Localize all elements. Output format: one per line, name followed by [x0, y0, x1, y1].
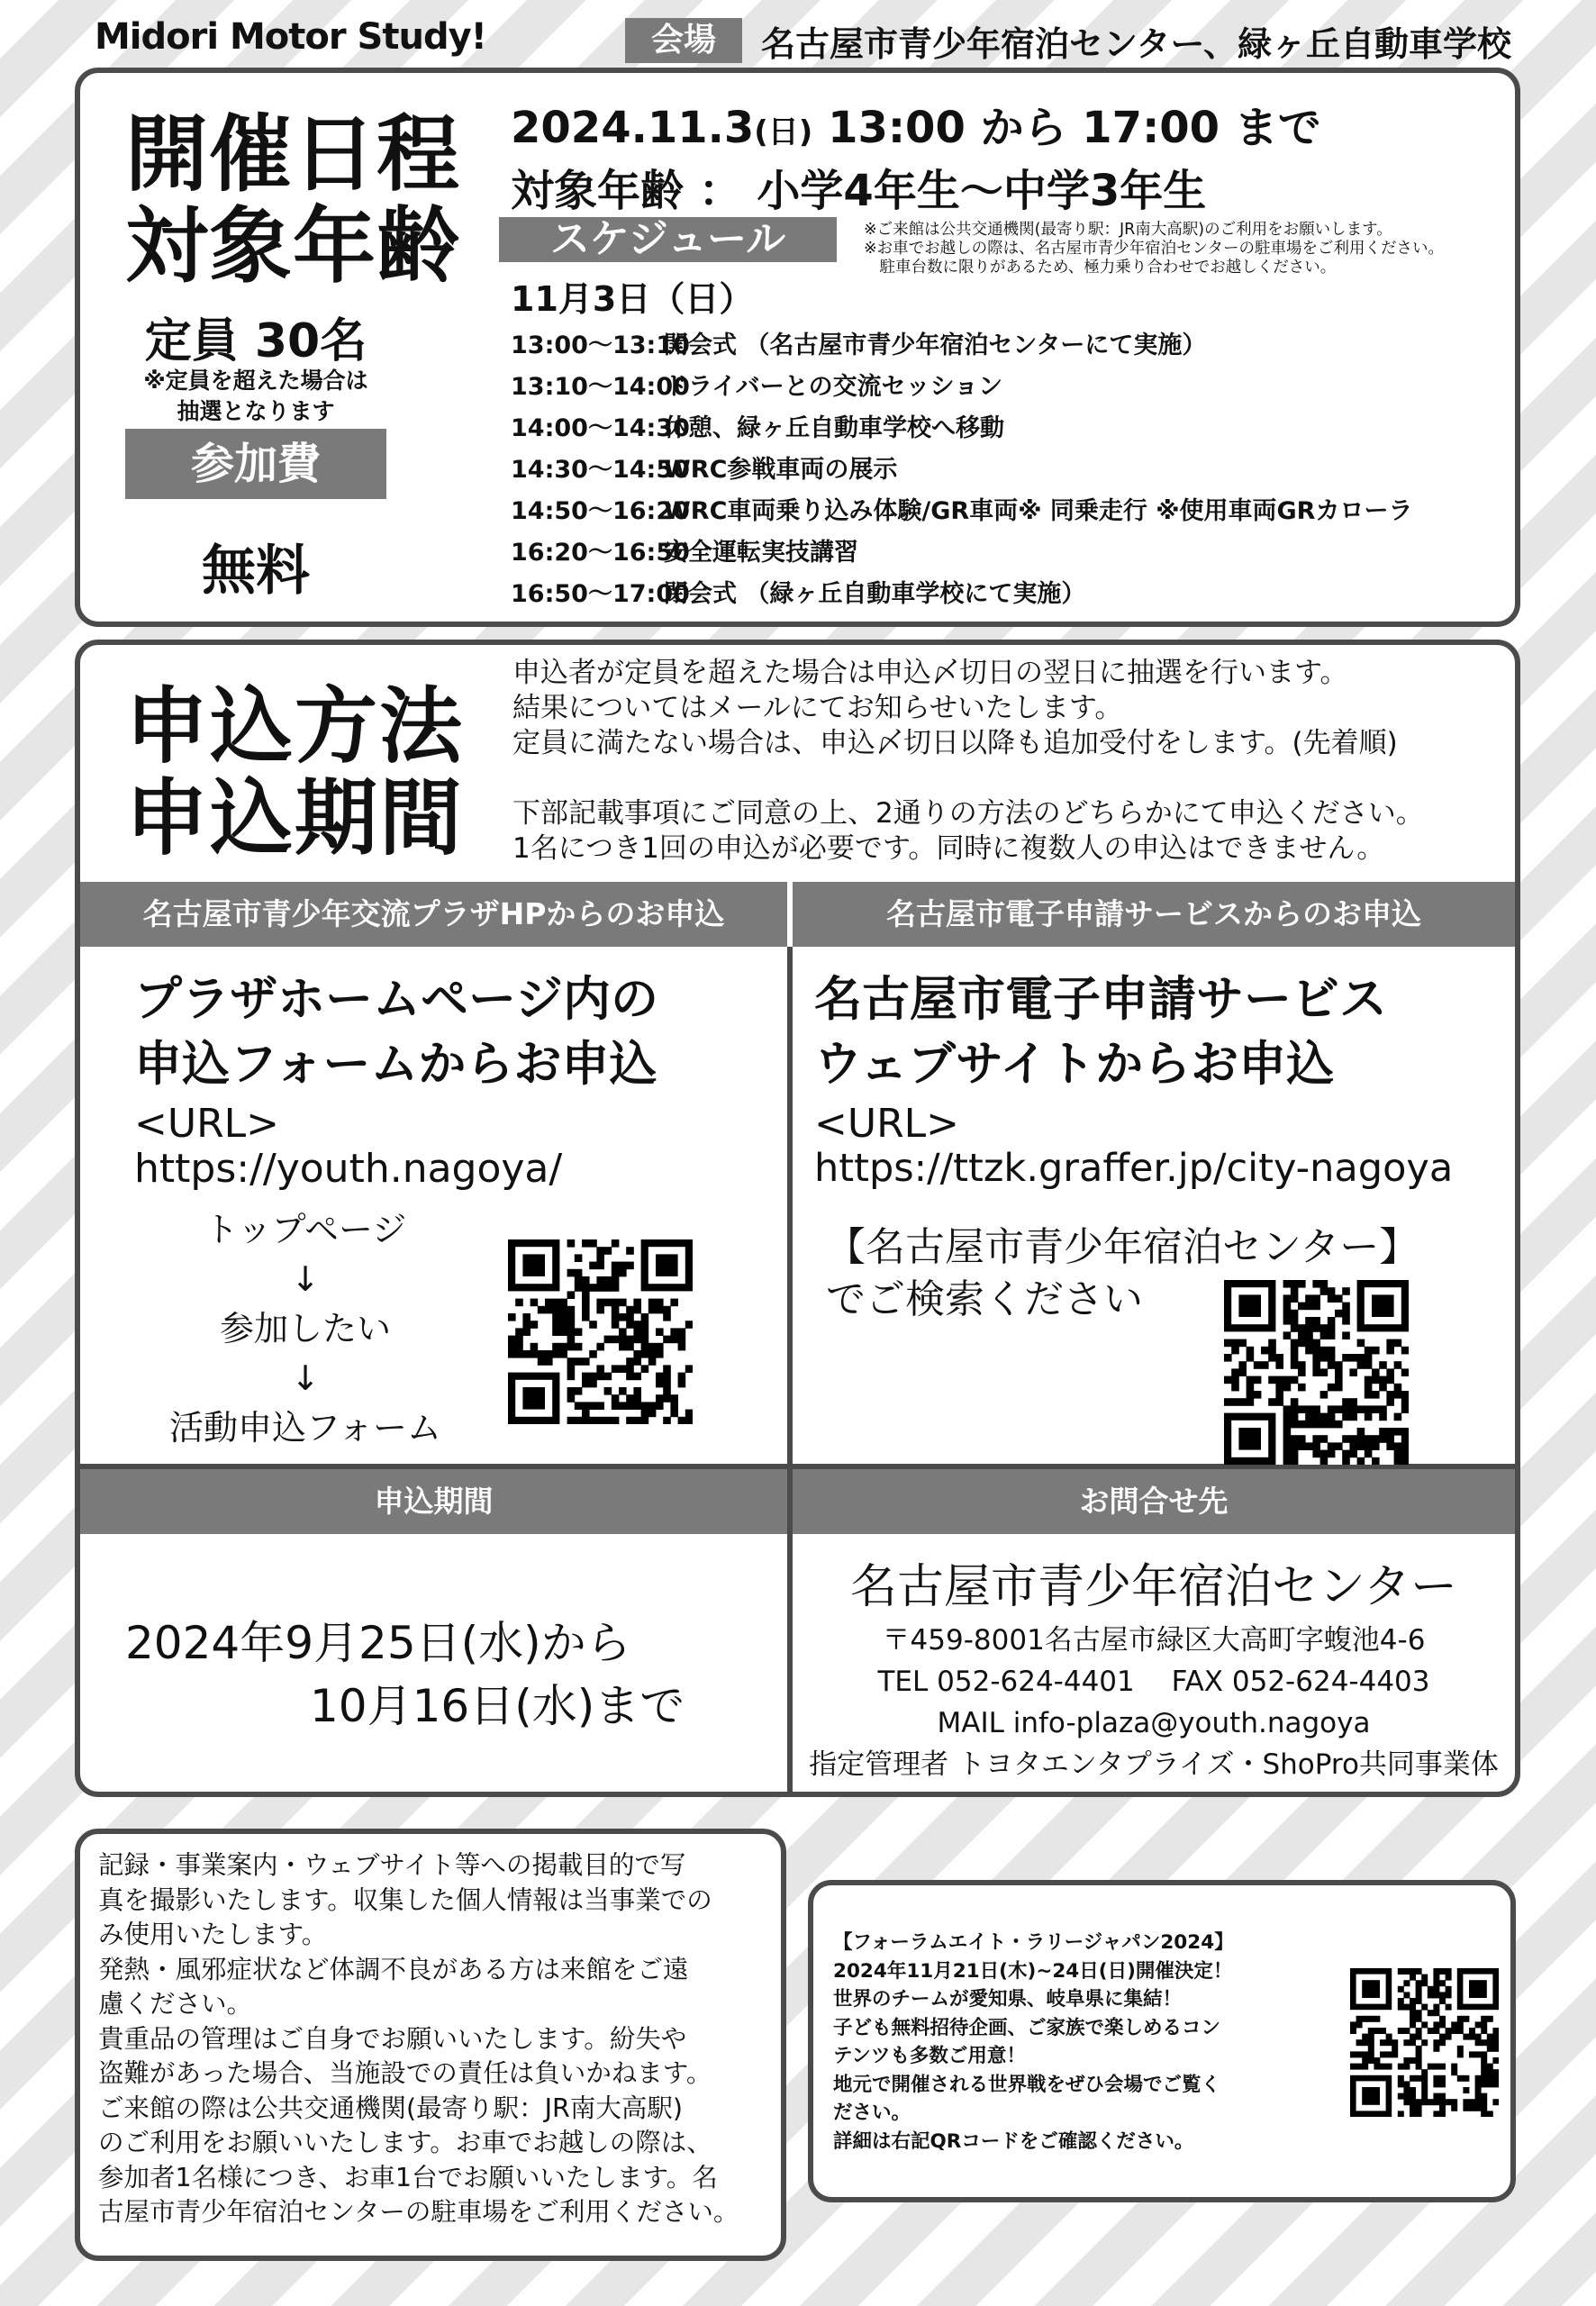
venue-label: 会場 [625, 18, 742, 63]
notice-line: 参加者1名様につき、お車1台でお願いいたします。名 [98, 2162, 718, 2193]
method-a-steps [143, 1205, 467, 1453]
notice-line: 慮ください。 [98, 1989, 253, 2019]
event-title-line: 開催日程 [125, 106, 461, 203]
schedule-desc: WRC車両乗り込み体験/GR車両※ 同乗走行 ※使用車両GRカローラ [664, 497, 1413, 525]
application-text-line: 1名につき1回の申込が必要です。同時に複数人の申込はできません。 [512, 832, 1385, 865]
contact-header: お問合せ先 [793, 1469, 1515, 1534]
notice-line: 盗難があった場合、当施設での責任は負いかねます。 [98, 2058, 712, 2088]
schedule-time: 13:00～13:10 [511, 331, 690, 359]
application-text-line: 結果についてはメールにてお知らせいたします。 [512, 692, 1123, 724]
qr-code-icon[interactable] [508, 1239, 693, 1424]
notice-line: 発熱・風邪症状など体調不良がある方は来館をご遠 [98, 1954, 689, 1984]
rally-event-line: テンツも多数ご用意！ [833, 2045, 1026, 2067]
notice-text [98, 1848, 774, 2230]
search-keyword: 【名古屋市青少年宿泊センター】 [826, 1224, 1419, 1270]
fee-value: 無料 [202, 540, 310, 603]
event-date [511, 93, 1321, 155]
schedule-time: 13:10～14:00 [511, 373, 690, 401]
schedule-desc: 安全運転実技講習 [664, 539, 858, 567]
notice-line: ご来館の際は公共交通機関(最寄り駅：JR南大高駅) [98, 2093, 683, 2123]
step-label: トップページ [204, 1210, 407, 1249]
schedule-time: 14:30～14:50 [511, 456, 690, 484]
arrow-down-icon: ↓ [291, 1358, 320, 1398]
qr-code-icon[interactable] [1224, 1280, 1409, 1465]
notice-line: 貴重品の管理はご自身でお願いいたします。紛失や [98, 2023, 687, 2054]
event-date-value: 2024.11.3 [511, 103, 755, 153]
notice-line: 真を撮影いたします。収集した個人情報は当事業での [98, 1884, 712, 1915]
contact-manager: 指定管理者 トヨタエンタプライズ・ShoPro共同事業体 [809, 1748, 1499, 1781]
event-weekday: (日) [754, 114, 813, 150]
fee-label: 参加費 [125, 429, 386, 499]
rally-event-line: 世界のチームが愛知県、岐阜県に集結！ [833, 1988, 1183, 2011]
venue-text: 名古屋市青少年宿泊センター、緑ヶ丘自動車学校 [761, 24, 1511, 64]
application-text-spacer [512, 761, 1512, 796]
notice-line: 記録・事業案内・ウェブサイト等への掲載目的で写 [98, 1850, 686, 1880]
contact-email[interactable]: MAIL info-plaza@youth.nagoya [937, 1707, 1371, 1739]
schedule-desc: 閉会式 （緑ヶ丘自動車学校にて実施） [664, 580, 1086, 608]
step-label: 活動申込フォーム [168, 1408, 442, 1448]
method-a-heading [134, 967, 765, 1097]
application-period [125, 1611, 774, 1738]
schedule-label: スケジュール [499, 217, 837, 262]
contact-address: 〒459-8001名古屋市緑区大高町字蝮池4-6 [882, 1624, 1426, 1657]
rally-event-box [808, 1880, 1516, 2202]
application-text-line: 下部記載事項にご同意の上、2通りの方法のどちらかにて申込ください。 [512, 797, 1424, 830]
application-text-line: 申込者が定員を超えた場合は申込〆切日の翌日に抽選を行います。 [512, 657, 1348, 689]
method-a-url-label: <URL> [134, 1101, 280, 1147]
application-title-line: 申込方法 [125, 678, 465, 775]
schedule-row [511, 367, 1510, 408]
capacity-note-line: 抽選となります [177, 398, 335, 424]
arrow-down-icon: ↓ [291, 1259, 320, 1299]
rally-event-line: 地元で開催される世界戦をぜひ会場でご覧く [833, 2073, 1221, 2096]
notice-box [75, 1829, 786, 2261]
application-text [512, 656, 1512, 867]
method-b-heading [814, 967, 1499, 1097]
method-a-header: 名古屋市青少年交流プラザHPからのお申込 [80, 882, 787, 947]
application-title [125, 678, 465, 867]
search-instruction: でご検索ください [826, 1276, 1143, 1322]
rally-event-line: 詳細は右記QRコードをご確認ください。 [833, 2129, 1194, 2153]
method-a-url-link[interactable]: https://youth.nagoya/ [134, 1146, 563, 1192]
contact-name: 名古屋市青少年宿泊センター [850, 1560, 1457, 1614]
capacity-note-line: ※定員を超えた場合は [143, 368, 368, 394]
capacity: 定員 30名 [144, 314, 367, 368]
method-b-heading-line: 名古屋市電子申請サービス [814, 972, 1387, 1027]
schedule-day: 11月3日（日） [511, 279, 754, 319]
schedule-note: ※ご来館は公共交通機関(最寄り駅：JR南大高駅)のご利用をお願いします。 [864, 221, 1392, 239]
event-title [125, 106, 461, 295]
event-title-line: 対象年齢 [125, 198, 461, 295]
qr-code-icon[interactable] [1350, 1968, 1499, 2117]
schedule-time: 16:20～16:50 [511, 539, 690, 567]
period-start: 2024年9月25日(水)から [125, 1617, 631, 1669]
rally-event-line: 2024年11月21日(木)~24日(日)開催決定！ [833, 1959, 1233, 1983]
notice-line: 古屋市青少年宿泊センターの駐車場をご利用ください。 [98, 2197, 739, 2227]
schedule-time: 16:50～17:00 [511, 580, 690, 608]
rally-event-line: 子ども無料招待企画、ご家族で楽しめるコン [833, 2016, 1221, 2039]
contact-phone: TEL 052-624-4401 FAX 052-624-4403 [877, 1666, 1430, 1698]
application-title-line: 申込期間 [125, 770, 465, 867]
method-b-url-link[interactable]: https://ttzk.graffer.jp/city-nagoya [814, 1146, 1454, 1191]
rally-event-line: ださい。 [833, 2102, 911, 2124]
schedule-list [511, 325, 1510, 615]
method-b-url-label: <URL> [814, 1101, 960, 1147]
event-time: 13:00 から 17:00 まで [828, 103, 1321, 153]
schedule-row [511, 449, 1510, 491]
event-info-box [75, 68, 1520, 627]
period-header: 申込期間 [80, 1469, 787, 1534]
schedule-row [511, 491, 1510, 532]
step-label: 参加したい [219, 1309, 391, 1348]
schedule-note: ※お車でお越しの際は、名古屋市青少年宿泊センターの駐車場をご利用ください。 [864, 240, 1444, 258]
brand-title: Midori Motor Study! [95, 16, 486, 58]
schedule-row [511, 532, 1510, 574]
rally-event-text [833, 1929, 1347, 2156]
schedule-desc: 休憩、緑ヶ丘自動車学校へ移動 [664, 414, 1004, 442]
schedule-desc: 開会式 （名古屋市青少年宿泊センターにて実施） [664, 331, 1207, 359]
schedule-row [511, 325, 1510, 367]
method-b-heading-line: ウェブサイトからお申込 [814, 1037, 1335, 1092]
period-end: 10月16日(水)まで [310, 1680, 685, 1732]
schedule-row [511, 408, 1510, 449]
application-text-line: 定員に満たない場合は、申込〆切日以降も追加受付をします。(先着順) [512, 727, 1398, 759]
rally-event-line: 【フォーラムエイト・ラリージャパン2024】 [833, 1931, 1234, 1954]
schedule-notes [864, 221, 1530, 277]
schedule-note: 駐車台数に限りがあるため、極力乗り合わせでお越しください。 [864, 259, 1337, 277]
method-b-header: 名古屋市電子申請サービスからのお申込 [793, 882, 1515, 947]
method-a-heading-line: プラザホームページ内の [134, 972, 658, 1027]
schedule-time: 14:00～14:30 [511, 414, 690, 442]
schedule-desc: ドライバーとの交流セッション [664, 373, 1003, 401]
schedule-desc: WRC参戦車両の展示 [664, 456, 898, 484]
notice-line: のご利用をお願いいたします。お車でお越しの際は、 [98, 2128, 712, 2157]
application-box [75, 640, 1520, 1797]
schedule-row [511, 574, 1510, 615]
contact-info [793, 1555, 1515, 1785]
target-age: 対象年齢 ： 小学4年生～中学3年生 [511, 166, 1207, 216]
capacity-note [125, 366, 386, 427]
schedule-time: 14:50～16:20 [511, 497, 690, 525]
method-a-heading-line: 申込フォームからお申込 [134, 1037, 657, 1092]
notice-line: み使用いたします。 [98, 1920, 328, 1949]
